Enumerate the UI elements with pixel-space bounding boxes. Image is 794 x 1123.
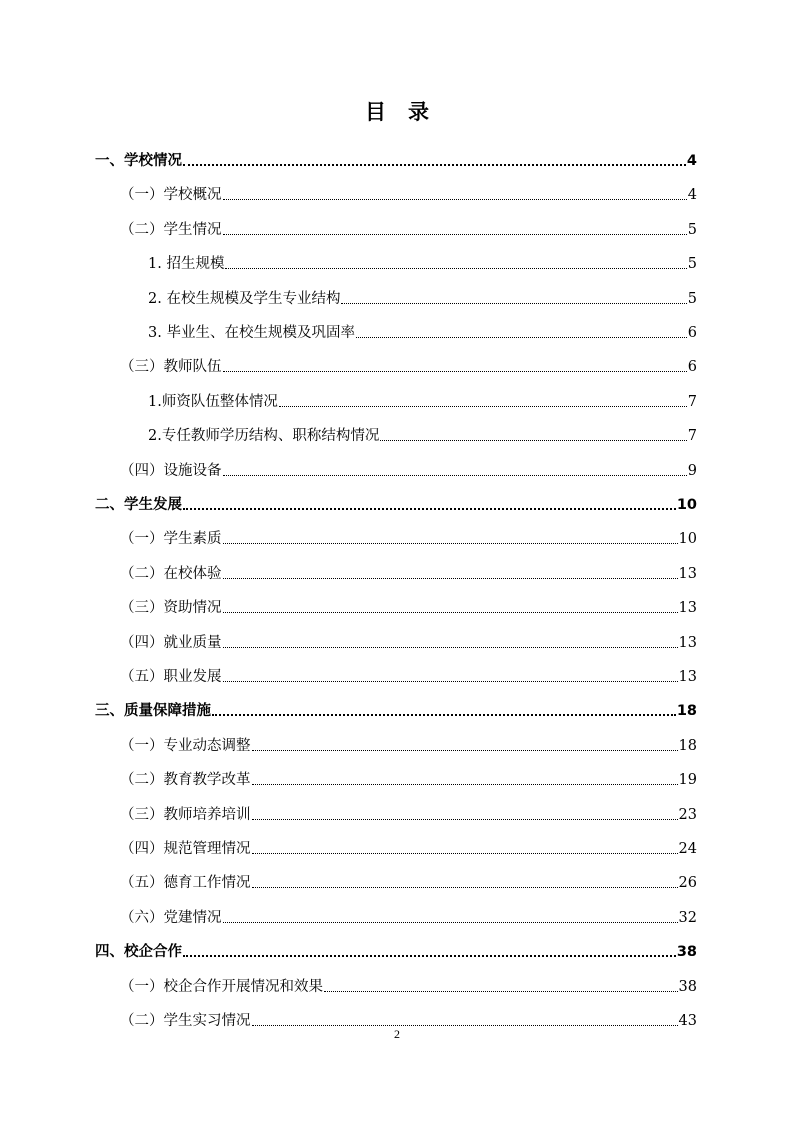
toc-entry[interactable] [148, 425, 697, 447]
toc-entry-page: 43 [678, 1013, 697, 1029]
toc-entry-page: 5 [687, 222, 697, 238]
toc-leader-dots [223, 475, 687, 476]
toc-entry-label: （五）德育工作情况 [120, 875, 251, 891]
toc-entry[interactable] [120, 872, 697, 894]
toc-entry-page: 5 [687, 256, 697, 272]
toc-leader-dots [341, 303, 686, 304]
toc-entry-label: 四、校企合作 [95, 944, 182, 960]
toc-entry-label: （三）资助情况 [120, 600, 222, 616]
toc-leader-dots [223, 543, 678, 544]
toc-entry[interactable] [120, 838, 697, 860]
toc-entry[interactable] [120, 356, 697, 378]
toc-leader-dots [183, 508, 676, 510]
toc-entry-label: （五）职业发展 [120, 669, 222, 685]
toc-entry-page: 13 [678, 635, 697, 651]
toc-entry-page: 26 [678, 875, 697, 891]
toc-entry[interactable] [120, 597, 697, 619]
toc-leader-dots [252, 784, 678, 785]
toc-entry-label: （一）校企合作开展情况和效果 [120, 979, 323, 995]
toc-leader-dots [356, 337, 687, 338]
toc-entry-page: 13 [678, 566, 697, 582]
toc-entry-label: （三）教师培养培训 [120, 807, 251, 823]
toc-leader-dots [223, 234, 687, 235]
toc-entry-label: 2.专任教师学历结构、职称结构情况 [148, 428, 380, 444]
toc-leader-dots [223, 578, 678, 579]
toc-leader-dots [380, 440, 686, 441]
toc-leader-dots [183, 955, 676, 957]
toc-entry[interactable] [148, 391, 697, 413]
toc-leader-dots [324, 991, 678, 992]
toc-entry-page: 4 [687, 187, 697, 203]
toc-entry-label: （四）就业质量 [120, 635, 222, 651]
toc-entry[interactable] [120, 769, 697, 791]
toc-entry-label: （二）学生情况 [120, 222, 222, 238]
toc-leader-dots [252, 819, 678, 820]
toc-entry-label: 三、质量保障措施 [95, 703, 211, 719]
toc-entry-label: （三）教师队伍 [120, 359, 222, 375]
toc-leader-dots [252, 853, 678, 854]
toc-entry[interactable] [95, 150, 697, 172]
toc-entry-label: （一）学校概况 [120, 187, 222, 203]
toc-entry[interactable] [120, 460, 697, 482]
toc-entry-page: 13 [678, 669, 697, 685]
toc-leader-dots [183, 164, 686, 166]
toc-entry[interactable] [95, 494, 697, 516]
toc-entry[interactable] [120, 735, 697, 757]
toc-title-char-2: 录 [408, 100, 429, 124]
toc-entry-page: 10 [676, 497, 697, 513]
toc-entry-label: 二、学生发展 [95, 497, 182, 513]
toc-entry[interactable] [120, 219, 697, 241]
toc-entry-label: 1. 招生规模 [148, 256, 225, 272]
toc-entry-label: （一）学生素质 [120, 531, 222, 547]
toc-entry-label: （二）学生实习情况 [120, 1013, 251, 1029]
toc-entry[interactable] [120, 907, 697, 929]
toc-entry[interactable] [120, 666, 697, 688]
page-number: 2 [394, 1027, 400, 1041]
toc-entry-page: 10 [678, 531, 697, 547]
toc-leader-dots [223, 647, 678, 648]
toc-title [0, 96, 794, 126]
toc-entry-page: 24 [678, 841, 697, 857]
toc-entry-page: 9 [687, 463, 697, 479]
toc-entry[interactable] [120, 632, 697, 654]
toc-entry-label: （四）规范管理情况 [120, 841, 251, 857]
toc-entry-page: 7 [687, 394, 697, 410]
toc-entry-label: （一）专业动态调整 [120, 738, 251, 754]
toc-title-char-1: 目 [365, 100, 386, 124]
toc-entry-page: 13 [678, 600, 697, 616]
toc-leader-dots [252, 750, 678, 751]
toc-entry-label: 3. 毕业生、在校生规模及巩固率 [148, 325, 355, 341]
toc-entry-page: 32 [678, 910, 697, 926]
toc-entry-label: （四）设施设备 [120, 463, 222, 479]
toc-entry-page: 6 [687, 359, 697, 375]
toc-leader-dots [223, 199, 687, 200]
toc-entry-label: （二）在校体验 [120, 566, 222, 582]
toc-entry[interactable] [120, 184, 697, 206]
toc-entry-page: 6 [687, 325, 697, 341]
toc-leader-dots [252, 887, 678, 888]
toc-entry-label: （六）党建情况 [120, 910, 222, 926]
toc-leader-dots [223, 612, 678, 613]
toc-entry[interactable] [120, 528, 697, 550]
toc-leader-dots [225, 268, 686, 269]
toc-entry[interactable] [120, 563, 697, 585]
toc-entry-page: 4 [686, 153, 697, 169]
toc-entry[interactable] [148, 253, 697, 275]
toc-leader-dots [212, 714, 676, 716]
toc-leader-dots [223, 371, 687, 372]
toc-entry[interactable] [120, 976, 697, 998]
toc-entry[interactable] [95, 941, 697, 963]
toc-entry-label: 2. 在校生规模及学生专业结构 [148, 291, 341, 307]
toc-entry[interactable] [95, 700, 697, 722]
toc-entry-page: 23 [678, 807, 697, 823]
toc-leader-dots [223, 681, 678, 682]
toc-entry[interactable] [148, 322, 697, 344]
toc-entry-page: 38 [676, 944, 697, 960]
toc-leader-dots [252, 1025, 678, 1026]
toc-entry-label: 一、学校情况 [95, 153, 182, 169]
toc-entry[interactable] [120, 804, 697, 826]
toc-entry-page: 38 [678, 979, 697, 995]
toc-entry-page: 18 [678, 738, 697, 754]
toc-entry-page: 5 [687, 291, 697, 307]
toc-leader-dots [279, 406, 687, 407]
toc-entry-page: 19 [678, 772, 697, 788]
toc-leader-dots [223, 922, 678, 923]
toc-entry-label: 1.师资队伍整体情况 [148, 394, 278, 410]
toc-entry-page: 7 [687, 428, 697, 444]
toc-entry[interactable] [148, 288, 697, 310]
toc-entry-page: 18 [676, 703, 697, 719]
toc-entry-label: （二）教育教学改革 [120, 772, 251, 788]
